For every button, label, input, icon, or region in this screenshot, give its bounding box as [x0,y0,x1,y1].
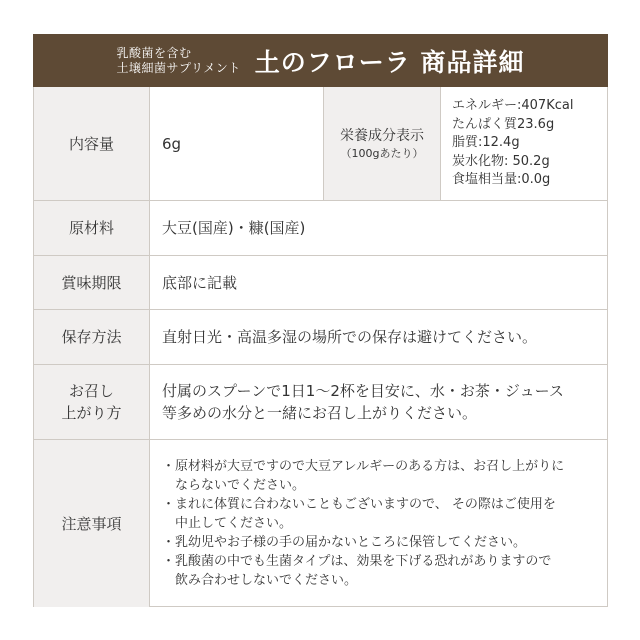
label-usage-line2: 上がり方 [61,404,122,422]
label-nutrition [323,87,441,200]
label-usage-line1: お召し [68,382,114,400]
nutrition-item-fat: 脂質:12.4g [452,135,520,151]
caution-line: 中止してください。 [162,516,293,531]
row-ingredients [34,201,607,256]
nutrition-item-energy: エネルギー:407Kcal [452,98,574,114]
value-storage: 直射日光・高温多湿の場所での保存は避けてください。 [162,328,538,346]
row-volume-nutrition [34,87,607,201]
label-ingredients: 原材料 [34,201,150,255]
row-storage [34,310,607,365]
header-title: 土のフローラ 商品詳細 [254,47,525,77]
value-usage-line2: 等多めの水分と一緒にお召し上がりください。 [162,404,478,422]
caution-line: ・乳幼児やお子様の手の届かないところに保管してください。 [162,535,527,550]
value-nutrition-list [441,87,607,200]
caution-line: ・乳酸菌の中でも生菌タイプは、効果を下げる恐れがありますので [162,554,552,569]
label-nutrition-note: （100gあたり） [340,146,424,160]
table-header [33,34,608,87]
caution-line: 飲み合わせしないでください。 [162,573,358,588]
label-volume: 内容量 [34,87,150,200]
value-caution [150,440,607,607]
header-subtitle [117,46,241,76]
value-usage [150,365,607,439]
header-subtitle-line1: 乳酸菌を含む [116,45,192,60]
caution-line: ならないでください。 [162,478,306,493]
caution-line: ・まれに体質に合わないこともございますので、 その際はご使用を [162,497,556,512]
value-volume: 6g [162,134,182,153]
row-expiry [34,256,607,310]
label-expiry: 賞味期限 [34,256,150,309]
nutrition-item-protein: たんぱく質23.6g [452,116,555,132]
label-usage [34,365,150,439]
value-expiry: 底部に記載 [162,273,238,292]
value-ingredients: 大豆(国産)・糠(国産) [162,219,306,237]
row-usage [34,365,607,440]
caution-line: ・原材料が大豆ですので大豆アレルギーのある方は、お召し上がりに [162,459,565,474]
label-caution: 注意事項 [34,440,150,607]
label-nutrition-title: 栄養成分表示 [340,127,424,144]
label-storage: 保存方法 [34,310,150,364]
row-caution [34,440,607,607]
header-subtitle-line2: 土壌細菌サプリメント [116,60,241,75]
value-usage-line1: 付属のスプーンで1日1～2杯を目安に、水・お茶・ジュース [162,382,564,400]
nutrition-item-salt: 食塩相当量:0.0g [452,172,551,188]
product-details-table [33,34,608,607]
nutrition-item-carbs: 炭水化物: 50.2g [452,153,550,169]
